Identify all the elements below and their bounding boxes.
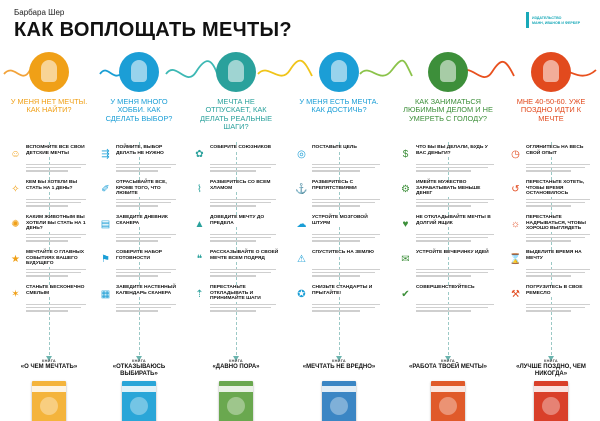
tip-icon: ⚠ [297,254,306,265]
tip-icon: ⚒ [511,289,520,300]
tip-item [98,284,180,319]
tip-item [192,179,280,214]
column-many-hobbies [96,40,182,421]
tip-item [8,249,90,284]
book-cover[interactable] [322,381,356,421]
tip-item [8,214,90,249]
book-label: КНИГА [132,359,146,363]
tip-body-text [312,234,380,244]
tip-item [508,214,594,249]
tip-title: ВСПОМНИТЕ ВСЕ СВОИ ДЕТСКИЕ МЕЧТЫ [26,145,90,156]
tip-icon: ♥ [402,219,409,230]
dream-illustration [428,52,468,92]
tip-item [294,249,384,284]
tip-icon: $ [402,149,409,160]
tip-item [192,284,280,319]
book-block [396,359,500,371]
book-cover[interactable] [32,381,66,421]
tip-icon: ▤ [100,219,111,230]
tip-body-text [26,304,86,314]
tip-title: ПОГРУЗИТЕСЬ В СВОЕ РЕМЕСЛО [526,285,594,296]
tip-body-text [526,199,590,209]
tip-body-text [416,304,494,314]
tip-title: ПЕРЕСТАНЬТЕ ОТКЛАДЫВАТЬ И ПРИНИМАЙТЕ ШАГИ [210,285,280,302]
tip-icon: ✐ [101,184,110,195]
tip-title: СТАНЬТЕ БЕСКОНЕЧНО СМЕЛЫМ [26,285,90,296]
tip-body-text [116,164,176,174]
tip-icon: ☺ [10,149,21,160]
tip-icon: ★ [11,254,20,265]
tip-icon: ✿ [195,149,204,160]
tip-title: ИМЕЙТЕ МУЖЕСТВО ЗАРАБАТЫВАТЬ МЕНЬШЕ ДЕНЕГ [416,180,498,197]
dream-illustration [119,52,159,92]
tip-body-text [210,269,276,279]
tip-title: ПОЙМИТЕ, ВЫБОР ДЕЛАТЬ НЕ НУЖНО [116,145,180,156]
book-label: КНИГА [332,359,346,363]
dream-illustration [216,52,256,92]
dream-illustration [29,52,69,92]
tip-body-text [26,164,86,174]
tip-item [294,214,384,249]
book-title: «ЛУЧШЕ ПОЗДНО, ЧЕМ НИКОГДА» [506,364,596,378]
tip-body-text [116,199,176,209]
tip-title: РАЗБЕРИТЕСЬ СО ВСЕМ ХЛАМОМ [210,180,280,191]
tip-item [98,144,180,179]
tip-icon: ▲ [194,219,205,230]
tip-title: КЕМ БЫ ХОТЕЛИ ВЫ СТАТЬ НА 1 ДЕНЬ? [26,180,90,191]
tip-icon: ⇶ [101,149,110,160]
tip-item [398,284,498,319]
tips-list [294,144,384,319]
column-question: КАК ЗАНИМАТЬСЯ ЛЮБИМЫМ ДЕЛОМ И НЕ УМЕРЕТЬ С ГОЛОДУ? [403,97,493,123]
tip-body-text [116,269,176,279]
tips-list [8,144,90,319]
tip-item [8,179,90,214]
tip-icon: ↺ [511,184,520,195]
tip-title: СПУСТИТЕСЬ НА ЗЕМЛЮ [312,250,384,256]
column-question: МЕЧТА НЕ ОТПУСКАЕТ, КАК ДЕЛАТЬ РЕАЛЬНЫЕ ШАГИ? [199,97,272,132]
author-name: Барбара Шер [14,8,65,17]
column-question: У МЕНЯ НЕТ МЕЧТЫ. КАК НАЙТИ? [10,97,88,115]
column-reach-dream [292,40,386,421]
tip-item [508,144,594,179]
tip-title: УСТРОЙТЕ ВЕЧЕРИНКУ ИДЕЙ [416,250,498,256]
column-real-steps [190,40,282,421]
tip-body-text [26,234,86,244]
tip-body-text [416,199,494,209]
column-question: МНЕ 40-50-60. УЖЕ ПОЗДНО ИДТИ К МЕЧТЕ [516,97,586,123]
tip-body-text [26,269,86,279]
book-title: «ОТКАЗЫВАЮСЬ ВЫБИРАТЬ» [96,364,182,378]
tip-title: УСТРОЙТЕ МОЗГОВОЙ ШТУРМ [312,215,384,226]
tip-item [98,179,180,214]
tip-item [398,214,498,249]
tip-title: РАЗБЕРИТЕСЬ С ПРЕПЯТСТВИЯМИ [312,180,384,191]
tip-item [294,144,384,179]
tip-body-text [312,199,380,209]
tip-title: ОТРАСЫВАЙТЕ ВСЕ, КРОМЕ ТОГО, ЧТО ЛЮБИТЕ [116,180,180,197]
tip-title: ПЕРЕСТАНЬТЕ НАДРЫВАТЬСЯ, ЧТОБЫ ХОРОШО ВЫГЛЯДЕТЬ [526,215,594,232]
column-question: У МЕНЯ ЕСТЬ МЕЧТА. КАК ДОСТИЧЬ? [299,97,379,115]
tip-body-text [210,234,276,244]
tip-body-text [526,164,590,174]
tip-icon: ☼ [510,219,521,230]
column-too-late [506,40,596,421]
tips-list [508,144,594,319]
tip-body-text [312,304,380,314]
tip-title: РАССКАЗЫВАЙТЕ О СВОЕЙ МЕЧТЕ ВСЕМ ПОДРЯД [210,250,279,261]
tip-body-text [526,234,590,244]
tip-body-text [416,269,494,279]
dream-illustration [319,52,359,92]
tip-icon: ☁ [296,219,307,230]
tip-title: ВЫДЕЛИТЕ ВРЕМЯ НА МЕЧТУ [526,250,594,261]
tip-item [192,144,280,179]
book-cover[interactable] [534,381,568,421]
tip-item [508,284,594,319]
publisher-logo-bar [526,12,529,28]
tip-body-text [312,164,380,174]
tip-icon: ◎ [297,149,306,160]
tip-item [192,249,280,284]
tip-item [294,179,384,214]
book-block [96,359,182,378]
book-cover[interactable] [431,381,465,421]
tip-body-text [416,234,494,244]
book-title: «ДАВНО ПОРА» [190,364,282,371]
tip-icon: ✶ [11,289,20,300]
publisher-logo [526,10,586,32]
book-block [190,359,282,371]
tip-item [98,249,180,284]
tip-icon: ✪ [297,289,306,300]
tip-title: СОВЕРШЕНСТВУЙТЕСЬ [416,285,498,291]
tip-icon: ✺ [11,219,20,230]
tip-title: ЧТО БЫ ВЫ ДЕЛАЛИ, БУДЬ У ВАС ДЕНЬГИ? [416,145,498,156]
book-label: КНИГА [229,359,243,363]
tips-list [398,144,498,319]
tip-item [192,214,280,249]
tip-icon: ⌛ [509,254,522,265]
book-cover[interactable] [122,381,156,421]
book-label: КНИГА [441,359,455,363]
tip-icon: ✔ [401,289,410,300]
tip-item [398,249,498,284]
tip-icon: ▦ [100,289,111,300]
tip-title: ДОВЕДИТЕ МЕЧТУ ДО ПРЕДЕЛА [210,215,280,226]
tip-title: ЗАВЕДИТЕ НАСТЕННЫЙ КАЛЕНДАРЬ СКАНЕРА [116,285,180,296]
tip-title: ОГЛЯНИТЕСЬ НА ВЕСЬ СВОЙ ОПЫТ [526,145,594,156]
tip-title: ЗАВЕДИТЕ ДНЕВНИК СКАНЕРА [116,215,180,226]
column-favorite-work [396,40,500,421]
tip-title: МЕЧТАЙТЕ О ГЛАВНЫХ СОБЫТИЯХ ВАШЕГО БУДУЩЕГО [26,250,90,267]
book-label: КНИГА [42,359,56,363]
tip-title: ПОСТАВЬТЕ ЦЕЛЬ [312,145,384,151]
column-question: У МЕНЯ МНОГО ХОББИ. КАК СДЕЛАТЬ ВЫБОР? [105,97,173,123]
dream-illustration [531,52,571,92]
book-block [6,359,92,371]
tip-item [508,179,594,214]
tip-icon: ❝ [196,254,203,265]
book-block [506,359,596,378]
tip-body-text [116,234,176,244]
publisher-line-2: МАНН, ИВАНОВ И ФЕРБЕР [532,21,581,25]
publisher-line-1: ИЗДАТЕЛЬСТВО [532,16,562,20]
book-cover[interactable] [219,381,253,421]
tip-icon: ✉ [401,254,410,265]
tip-title: КАКИМ ЖИВОТНЫМ ВЫ ХОТЕЛИ БЫ СТАТЬ НА 1 ДЕНЬ? [26,215,90,232]
tips-list [192,144,280,319]
tip-icon: ⚓ [295,184,308,195]
tip-icon: ⇡ [195,289,204,300]
tip-title: СОБЕРИТЕ НАБОР ГОТОВНОСТИ [116,250,180,261]
tip-item [8,144,90,179]
tip-body-text [526,304,590,314]
tip-icon: ⚑ [101,254,110,265]
tip-icon: ⚙ [401,184,410,195]
tip-item [294,284,384,319]
tip-item [98,214,180,249]
book-block [292,359,386,371]
tip-item [508,249,594,284]
tip-body-text [210,304,276,314]
book-label: КНИГА [544,359,558,363]
tip-title: СОБЕРИТЕ СОЮЗНИКОВ [210,145,280,151]
tip-item [398,144,498,179]
tip-item [398,179,498,214]
page-title: КАК ВОПЛОЩАТЬ МЕЧТЫ? [14,19,292,41]
tip-body-text [210,199,276,209]
tip-body-text [116,304,176,314]
tip-body-text [26,199,86,209]
tip-body-text [312,269,380,279]
tip-icon: ✧ [11,184,20,195]
tip-body-text [526,269,590,279]
tip-title: НЕ ОТКЛАДЫВАЙТЕ МЕЧТЫ В ДОЛГИЙ ЯЩИК [416,215,498,226]
book-title: «О ЧЕМ МЕЧТАТЬ» [6,364,92,371]
tip-item [8,284,90,319]
tips-list [98,144,180,319]
tip-icon: ⌇ [197,184,202,195]
book-title: «МЕЧТАТЬ НЕ ВРЕДНО» [292,364,386,371]
book-title: «РАБОТА ТВОЕЙ МЕЧТЫ» [396,364,500,371]
tip-title: СНИЗЬТЕ СТАНДАРТЫ И ПРЫГАЙТЕ! [312,285,384,296]
tip-icon: ◷ [511,149,520,160]
tip-title: ПЕРЕСТАНЬТЕ ХОТЕТЬ, ЧТОБЫ ВРЕМЯ ОСТАНОВИЛОСЬ [526,180,594,197]
tip-body-text [210,164,276,174]
column-no-dream [6,40,92,421]
tip-body-text [416,164,494,174]
